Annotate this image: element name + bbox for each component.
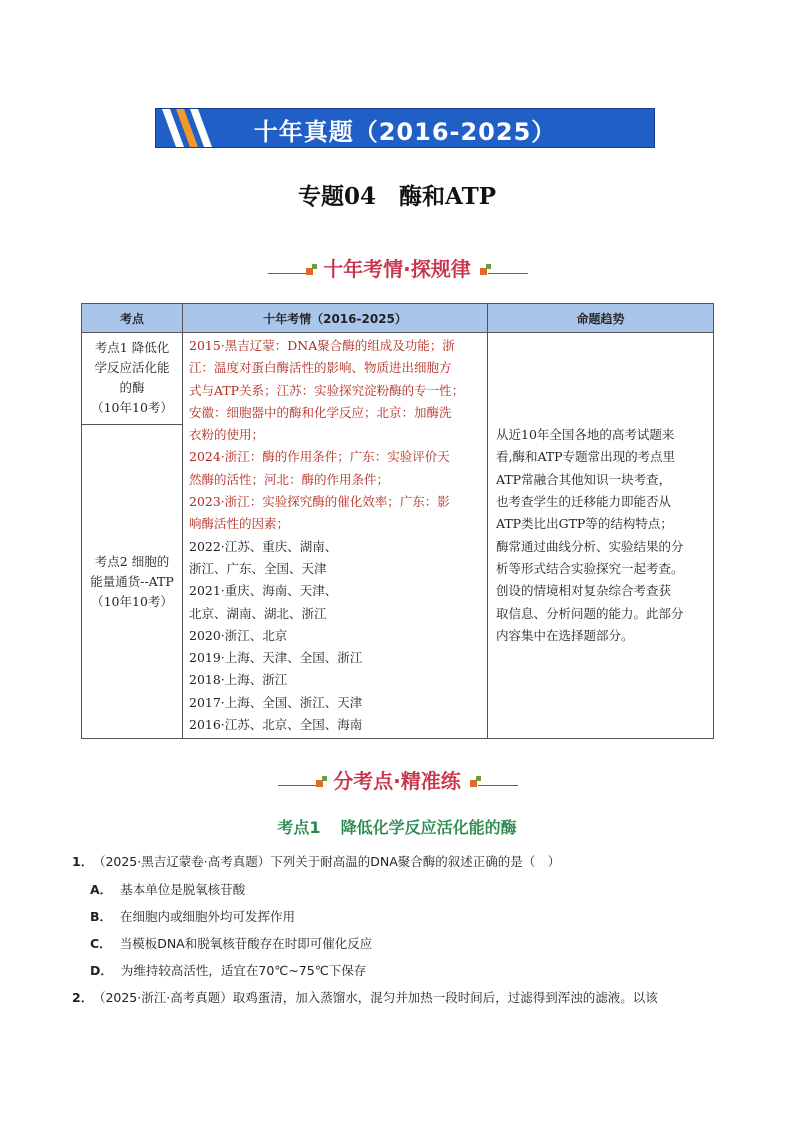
point-line: 考点2 细胞的 xyxy=(94,553,170,569)
trend-line: ATP常融合其他知识一块考查， xyxy=(496,471,672,487)
heading-right-decoration-icon xyxy=(468,776,516,790)
heading-right-decoration-icon xyxy=(478,264,526,278)
question-text: （2025·浙江·高考真题）取鸡蛋清，加入蒸馏水，混匀并加热一段时间后，过滤得到浑浊的滤液。以该 xyxy=(99,990,658,1005)
history-line: 江：温度对蛋白酶活性的影响、物质进出细胞方 xyxy=(189,360,452,376)
section-heading-text: 十年考情·探规律 xyxy=(323,257,471,281)
table-row xyxy=(82,333,714,425)
question-stem xyxy=(72,988,658,1006)
history-line: 2019·上海、天津、全国、浙江 xyxy=(189,650,363,666)
history-line: 浙江、广东、全国、天津 xyxy=(189,560,327,576)
point-line: （10年10考） xyxy=(91,593,173,609)
trend-line: 创设的情境相对复杂综合考查获 xyxy=(496,583,672,599)
table-header-row xyxy=(82,304,714,333)
option-label: B． xyxy=(90,909,113,924)
topic-heading xyxy=(0,815,794,838)
question-number: 2． xyxy=(72,990,94,1005)
option-text: 基本单位是脱氧核苷酸 xyxy=(120,882,246,897)
trend-line: 从近10年全国各地的高考试题来 xyxy=(496,427,675,443)
trend-cell xyxy=(488,333,714,739)
heading-left-decoration-icon xyxy=(268,264,316,278)
point-cell xyxy=(82,333,183,425)
point-line: 的酶 xyxy=(119,380,145,396)
trend-line: 取信息、分析问题的能力。此部分 xyxy=(496,605,684,621)
section-heading-trends xyxy=(0,253,794,282)
history-line: 2020·浙江、北京 xyxy=(189,627,288,643)
history-line: 响酶活性的因素； xyxy=(189,516,290,532)
history-line: 2017·上海、全国、浙江、天津 xyxy=(189,694,363,710)
history-line: 式与ATP关系；江苏：实验探究淀粉酶的专一性； xyxy=(189,382,465,398)
point-line: 学反应活化能 xyxy=(94,360,170,376)
answer-option xyxy=(90,907,295,925)
history-line: 2023·浙江：实验探究酶的催化效率；广东：影 xyxy=(189,494,450,510)
option-text: 当模板DNA和脱氧核苷酸存在时即可催化反应 xyxy=(119,936,373,951)
banner xyxy=(155,108,655,148)
history-line: 安徽：细胞器中的酶和化学反应；北京：加酶洗 xyxy=(189,404,452,420)
point-cell xyxy=(82,424,183,739)
option-label: D． xyxy=(90,963,113,978)
history-line: 2021·重庆、海南、天津、 xyxy=(189,583,338,599)
trend-line: ATP类比出GTP等的结构特点； xyxy=(496,516,673,532)
history-line: 2022·江苏、重庆、湖南、 xyxy=(189,538,338,554)
header-history: 十年考情（2016-2025） xyxy=(183,304,488,333)
point-line: 能量通货--ATP xyxy=(90,573,174,589)
question-text: （2025·黑吉辽蒙卷·高考真题）下列关于耐高温的DNA聚合酶的叙述正确的是（ ） xyxy=(99,854,561,869)
history-line: 北京、湖南、湖北、浙江 xyxy=(189,605,327,621)
trend-line: 酶常通过曲线分析、实验结果的分 xyxy=(496,538,684,554)
trend-line: 内容集中在选择题部分。 xyxy=(496,627,634,643)
answer-option xyxy=(90,880,245,898)
trend-list xyxy=(496,424,705,647)
option-text: 为维持较高活性，适宜在70℃~75℃下保存 xyxy=(120,963,367,978)
banner-title: 十年真题（2016-2025） xyxy=(253,118,557,146)
trend-line: 看,酶和ATP专题常出现的考点里 xyxy=(496,449,676,465)
trend-line: 析等形式结合实验探究一起考查。 xyxy=(496,560,684,576)
history-line: 2015·黑吉辽蒙：DNA聚合酶的组成及功能；浙 xyxy=(189,338,455,353)
option-label: C． xyxy=(90,936,112,951)
history-line: 衣粉的使用； xyxy=(189,427,265,443)
answer-option xyxy=(90,961,366,979)
history-line: 2024·浙江：酶的作用条件；广东：实验评价天 xyxy=(189,449,450,465)
topic-title: 降低化学反应活化能的酶 xyxy=(340,818,517,837)
history-line: 2018·上海、浙江 xyxy=(189,672,288,688)
header-trend: 命题趋势 xyxy=(488,304,714,333)
question-stem xyxy=(72,852,560,870)
exam-trend-table xyxy=(81,303,714,739)
heading-left-decoration-icon xyxy=(278,776,326,790)
section-heading-text: 分考点·精准练 xyxy=(333,769,461,793)
option-text: 在细胞内或细胞外均可发挥作用 xyxy=(120,909,296,924)
topic-label: 考点1 xyxy=(277,818,321,837)
point-line: 考点1 降低化 xyxy=(94,340,170,356)
history-line: 2016·江苏、北京、全国、海南 xyxy=(189,717,363,733)
point-line: （10年10考） xyxy=(91,400,173,416)
section-heading-practice xyxy=(0,765,794,794)
document-title: 专题04 酶和ATP xyxy=(297,183,496,210)
question-number: 1． xyxy=(72,854,94,869)
trend-line: 也考查学生的迁移能力即能否从 xyxy=(496,494,672,510)
history-line: 然酶的活性；河北：酶的作用条件； xyxy=(189,471,390,487)
history-list xyxy=(189,335,481,736)
header-point: 考点 xyxy=(82,304,183,333)
history-cell xyxy=(183,333,488,739)
answer-option xyxy=(90,934,372,952)
option-label: A． xyxy=(90,882,113,897)
